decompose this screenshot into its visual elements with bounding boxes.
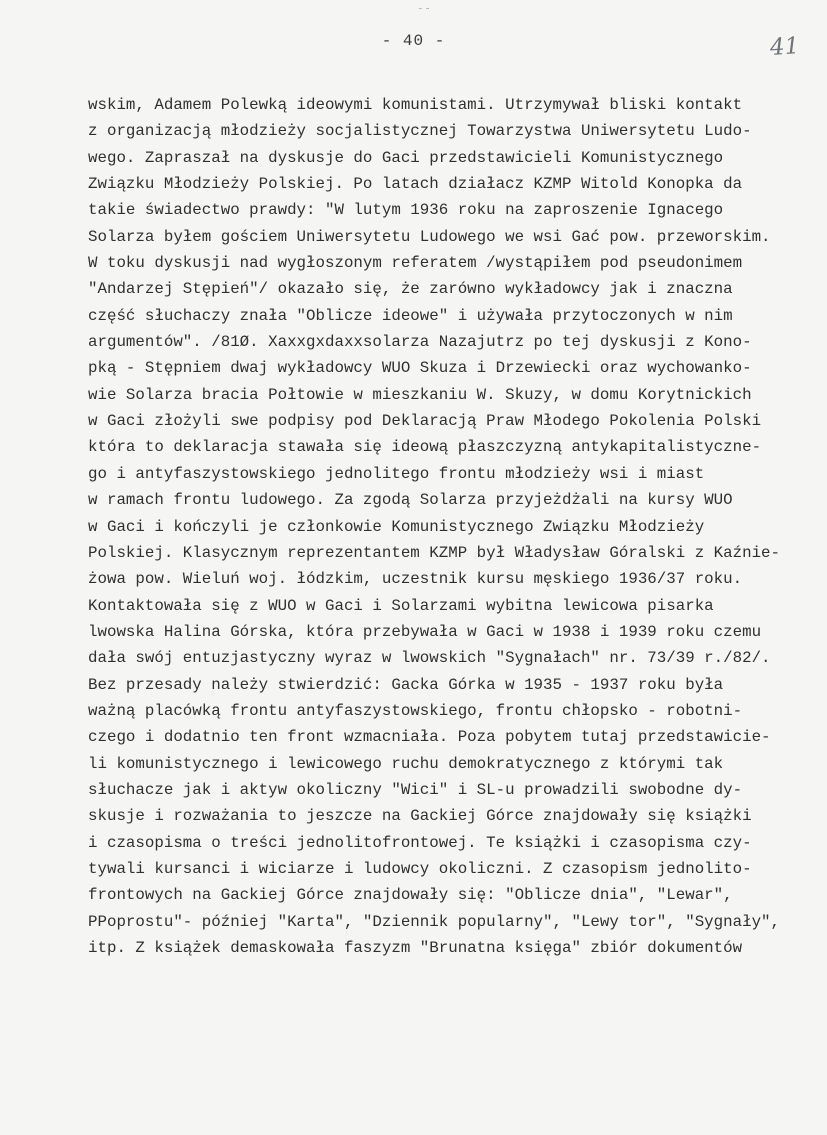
text-line: w Gaci złożyli swe podpisy pod Deklaracją Praw Młodego Pokolenia Polski	[88, 412, 762, 431]
paper-mark: ˜ ˜	[418, 8, 430, 18]
text-line: "Andarzej Stępień"/ okazało się, że zarówno wykładowcy jak i znaczna	[88, 280, 733, 299]
text-line: lwowska Halina Górska, która przebywała w Gaci w 1938 i 1939 roku czemu	[88, 622, 762, 641]
text-line: z organizacją młodzieży socjalistycznej Towarzystwa Uniwersytetu Ludo-	[88, 122, 752, 141]
text-line: Bez przesady należy stwierdzić: Gacka Górka w 1935 - 1937 roku była	[88, 675, 724, 694]
text-line: PPoprostu"- później "Karta", "Dziennik popularny", "Lewy tor", "Sygnały",	[88, 912, 781, 931]
text-line: Kontaktowała się z WUO w Gaci i Solarzami wybitna lewicowa pisarka	[88, 596, 714, 615]
text-line: czego i dodatnio ten front wzmacniała. Poza pobytem tutaj przedstawicie-	[88, 728, 771, 747]
text-line: argumentów". /81Ø. Xaxxgxdaxxsolarza Nazajutrz po tej dyskusji z Kono-	[88, 333, 752, 352]
text-line: ważną placówką frontu antyfaszystowskiego, frontu chłopsko - robotni-	[88, 701, 743, 720]
text-line: która to deklaracja stawała się ideową płaszczyzną antykapitalistyczne-	[88, 438, 762, 457]
text-line: wego. Zapraszał na dyskusje do Gaci przedstawicieli Komunistycznego	[88, 148, 724, 167]
text-line: i czasopisma o treści jednolitofrontowej. Te książki i czasopisma czy-	[88, 833, 752, 852]
text-line: wskim, Adamem Polewką ideowymi komunistami. Utrzymywał bliski kontakt	[88, 96, 743, 114]
text-line: frontowych na Gackiej Górce znajdowały się: "Oblicze dnia", "Lewar",	[88, 886, 733, 905]
page-number: - 40 -	[381, 32, 446, 50]
text-line: tywali kursanci i wiciarze i ludowcy okoliczni. Z czasopism jednolito-	[88, 859, 752, 878]
typewritten-body	[88, 92, 827, 961]
handwritten-page-number: 41	[769, 33, 801, 61]
text-line: dała swój entuzjastyczny wyraz w lwowskich "Sygnałach" nr. 73/39 r./82/.	[88, 649, 771, 668]
text-line: słuchacze jak i aktyw okoliczny "Wici" i SL-u prowadzili swobodne dy-	[88, 780, 743, 799]
text-line: Związku Młodzieży Polskiej. Po latach działacz KZMP Witold Konopka da	[88, 175, 743, 194]
text-line: w ramach frontu ludowego. Za zgodą Solarza przyjeżdżali na kursy WUO	[88, 491, 733, 510]
text-line: li komunistycznego i lewicowego ruchu demokratycznego z którymi tak	[88, 754, 724, 773]
text-line: go i antyfaszystowskiego jednolitego frontu młodzieży wsi i miast	[88, 464, 705, 483]
text-line: Polskiej. Klasycznym reprezentantem KZMP był Władysław Góralski z Kaźnie-	[88, 543, 781, 562]
text-line: część słuchaczy znała "Oblicze ideowe" i używała przytoczonych w nim	[88, 306, 733, 325]
text-line: żowa pow. Wieluń woj. łódzkim, uczestnik kursu męskiego 1936/37 roku.	[88, 570, 743, 589]
text-line: Solarza byłem gościem Uniwersytetu Ludowego we wsi Gać pow. przeworskim.	[88, 227, 771, 246]
text-line: W toku dyskusji nad wygłoszonym referatem /wystąpiłem pod pseudonimem	[88, 254, 743, 273]
text-line: takie świadectwo prawdy: "W lutym 1936 roku na zaproszenie Ignacego	[88, 201, 724, 220]
text-line: w Gaci i kończyli je członkowie Komunistycznego Związku Młodzieży	[88, 517, 705, 536]
text-line: pką - Stępniem dwaj wykładowcy WUO Skuza i Drzewiecki oraz wychowanko-	[88, 359, 752, 378]
text-line: wie Solarza bracia Połtowie w mieszkaniu W. Skuzy, w domu Korytnickich	[88, 385, 752, 404]
text-line: itp. Z książek demaskowała faszyzm "Brunatna księga" zbiór dokumentów	[88, 939, 743, 957]
text-line: skusje i rozważania to jeszcze na Gackiej Górce znajdowały się książki	[88, 807, 752, 826]
